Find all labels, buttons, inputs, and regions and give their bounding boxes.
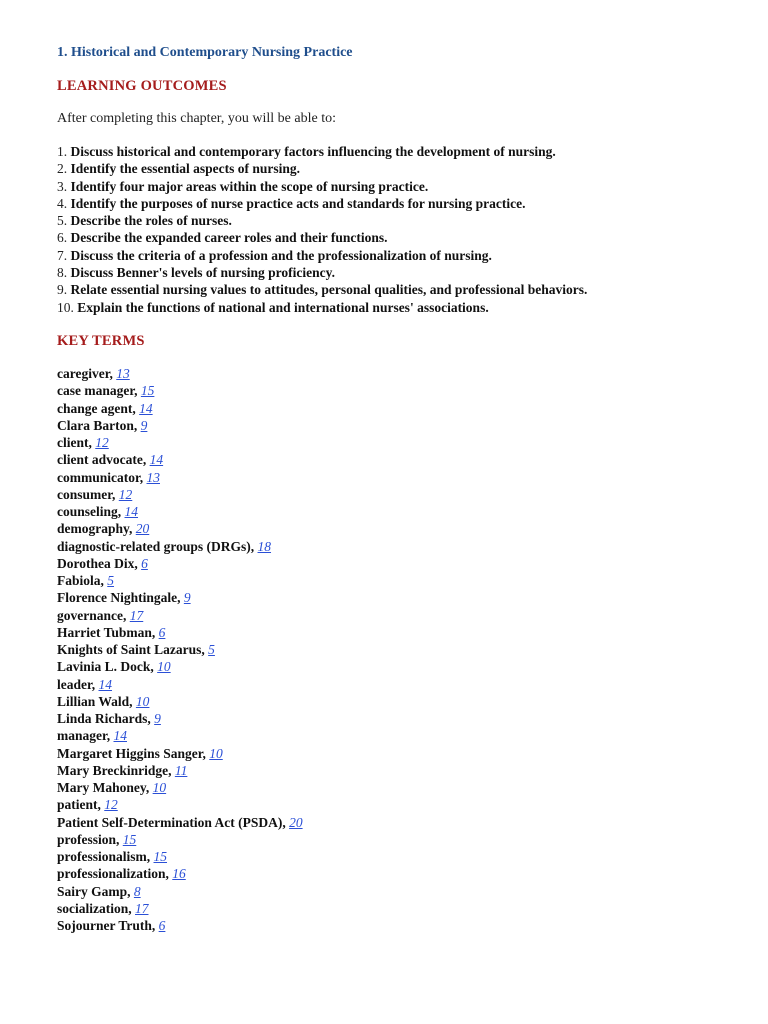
- key-term-item: [57, 917, 303, 934]
- key-term-item: [57, 900, 303, 917]
- key-term-text: change agent,: [57, 400, 136, 416]
- key-term-text: case manager,: [57, 383, 138, 399]
- key-term-item: [57, 555, 303, 572]
- key-term-item: [57, 365, 303, 382]
- key-term-page-link[interactable]: 14: [98, 676, 112, 692]
- key-term-text: manager,: [57, 728, 111, 744]
- key-term-item: [57, 865, 303, 882]
- key-term-item: [57, 607, 303, 624]
- key-term-item: [57, 417, 303, 434]
- learning-outcome-number: 5.: [57, 213, 68, 229]
- key-term-item: [57, 503, 303, 520]
- key-term-page-link[interactable]: 14: [124, 504, 139, 519]
- key-term-page-link[interactable]: 12: [95, 435, 109, 450]
- key-term-text: Lillian Wald,: [57, 693, 133, 709]
- key-term-text: profession,: [57, 831, 120, 847]
- key-term-page-link[interactable]: 14: [113, 728, 127, 744]
- key-term-item: [57, 693, 303, 710]
- learning-outcome-text: Discuss the criteria of a profession and the professionalization of nursing.: [70, 247, 492, 263]
- key-term-page-link[interactable]: 14: [139, 400, 153, 416]
- key-term-text: Knights of Saint Lazarus,: [57, 642, 205, 657]
- key-term-item: [57, 572, 303, 589]
- key-term-page-link[interactable]: 15: [140, 383, 155, 399]
- key-term-page-link[interactable]: 6: [141, 555, 148, 571]
- learning-outcome-item: [57, 247, 587, 264]
- key-term-item: [57, 848, 303, 865]
- learning-outcome-text: Discuss Benner's levels of nursing proficiency.: [70, 265, 336, 281]
- key-term-page-link[interactable]: 12: [104, 797, 118, 813]
- key-term-text: leader,: [57, 676, 96, 692]
- key-term-text: counseling,: [57, 504, 122, 519]
- learning-outcome-number: 7.: [57, 247, 68, 263]
- key-term-item: [57, 641, 303, 658]
- key-term-text: Sojourner Truth,: [57, 918, 156, 933]
- key-term-text: consumer,: [57, 486, 116, 502]
- key-term-text: Fabiola,: [57, 573, 104, 588]
- key-term-page-link[interactable]: 11: [174, 762, 188, 778]
- key-term-item: [57, 520, 303, 537]
- key-term-page-link[interactable]: 9: [154, 711, 161, 726]
- key-term-page-link[interactable]: 20: [135, 521, 150, 537]
- learning-outcomes-list: [57, 143, 587, 316]
- key-term-text: communicator,: [57, 469, 144, 485]
- key-term-item: [57, 831, 303, 848]
- key-term-text: caregiver,: [57, 366, 113, 381]
- learning-outcome-number: 9.: [57, 282, 68, 298]
- key-term-text: Mary Breckinridge,: [57, 762, 172, 778]
- key-term-page-link[interactable]: 14: [149, 452, 164, 468]
- key-term-page-link[interactable]: 18: [257, 538, 272, 554]
- key-term-item: [57, 796, 303, 813]
- chapter-title: 1. Historical and Contemporary Nursing Practice: [57, 45, 353, 60]
- learning-outcome-number: 3.: [57, 178, 68, 194]
- key-term-text: client advocate,: [57, 452, 147, 468]
- key-term-item: [57, 434, 303, 451]
- key-term-page-link[interactable]: 13: [146, 469, 160, 485]
- learning-outcome-number: 4.: [57, 195, 68, 211]
- key-term-page-link[interactable]: 10: [157, 659, 171, 675]
- learning-outcome-number: 10.: [57, 299, 74, 315]
- key-term-text: Linda Richards,: [57, 711, 151, 726]
- key-term-item: [57, 883, 303, 900]
- key-term-page-link[interactable]: 6: [158, 918, 166, 933]
- learning-outcomes-intro: After completing this chapter, you will be able to:: [57, 111, 336, 126]
- key-term-item: [57, 486, 303, 503]
- key-term-text: client,: [57, 435, 92, 450]
- key-term-text: professionalization,: [57, 866, 169, 882]
- learning-outcome-item: [57, 160, 587, 177]
- key-term-text: Margaret Higgins Sanger,: [57, 745, 206, 761]
- learning-outcome-text: Identify the essential aspects of nursing.: [70, 161, 301, 177]
- learning-outcome-item: [57, 178, 587, 195]
- key-term-item: [57, 676, 303, 693]
- key-term-text: Harriet Tubman,: [57, 624, 156, 640]
- key-term-item: [57, 589, 303, 606]
- key-term-page-link[interactable]: 12: [118, 486, 133, 502]
- learning-outcome-text: Relate essential nursing values to attitudes, personal qualities, and professional behaviors.: [70, 282, 588, 298]
- key-term-text: Florence Nightingale,: [57, 590, 181, 606]
- learning-outcome-number: 2.: [57, 161, 68, 177]
- key-term-item: [57, 710, 303, 727]
- key-term-item: [57, 814, 303, 831]
- key-term-text: patient,: [57, 797, 101, 813]
- key-term-text: Patient Self-Determination Act (PSDA),: [57, 814, 286, 830]
- learning-outcome-text: Identify four major areas within the scope of nursing practice.: [70, 178, 429, 194]
- key-term-page-link[interactable]: 15: [153, 849, 168, 864]
- learning-outcome-text: Identify the purposes of nurse practice acts and standards for nursing practice.: [70, 195, 526, 211]
- key-term-text: demography,: [57, 521, 133, 537]
- key-term-page-link[interactable]: 9: [183, 590, 191, 606]
- key-term-text: diagnostic-related groups (DRGs),: [57, 538, 255, 554]
- learning-outcome-text: Explain the functions of national and international nurses' associations.: [77, 299, 489, 315]
- learning-outcome-item: [57, 195, 587, 212]
- key-term-item: [57, 451, 303, 468]
- learning-outcome-item: [57, 143, 587, 160]
- learning-outcome-number: 6.: [57, 230, 68, 246]
- key-term-item: [57, 745, 303, 762]
- key-term-item: [57, 762, 303, 779]
- learning-outcome-text: Describe the roles of nurses.: [70, 213, 232, 229]
- key-term-text: professionalism,: [57, 849, 151, 864]
- key-term-page-link[interactable]: 13: [116, 366, 130, 381]
- key-term-page-link[interactable]: 17: [135, 900, 149, 916]
- key-term-page-link[interactable]: 9: [140, 417, 148, 433]
- key-term-page-link[interactable]: 5: [107, 573, 115, 588]
- key-term-text: Dorothea Dix,: [57, 555, 138, 571]
- key-terms-list: [57, 365, 303, 934]
- key-term-page-link[interactable]: 16: [172, 866, 186, 882]
- learning-outcome-text: Describe the expanded career roles and their functions.: [70, 230, 388, 246]
- key-term-item: [57, 400, 303, 417]
- key-term-item: [57, 624, 303, 641]
- key-term-item: [57, 658, 303, 675]
- key-term-page-link[interactable]: 6: [158, 624, 166, 640]
- key-term-item: [57, 382, 303, 399]
- key-term-page-link[interactable]: 5: [208, 642, 215, 657]
- key-term-item: [57, 538, 303, 555]
- learning-outcome-item: [57, 212, 587, 229]
- key-term-text: Mary Mahoney,: [57, 780, 150, 795]
- key-term-page-link[interactable]: 10: [152, 780, 167, 795]
- learning-outcome-number: 1.: [57, 144, 68, 159]
- key-term-page-link[interactable]: 20: [289, 814, 303, 830]
- key-terms-heading: KEY TERMS: [57, 333, 145, 349]
- key-term-page-link[interactable]: 15: [122, 831, 137, 847]
- key-term-page-link[interactable]: 10: [209, 745, 223, 761]
- key-term-text: governance,: [57, 607, 127, 623]
- key-term-text: Lavinia L. Dock,: [57, 659, 154, 675]
- key-term-text: socialization,: [57, 900, 132, 916]
- key-term-text: Clara Barton,: [57, 417, 138, 433]
- learning-outcome-item: [57, 281, 587, 298]
- learning-outcomes-heading: LEARNING OUTCOMES: [57, 78, 227, 94]
- key-term-item: [57, 727, 303, 744]
- key-term-page-link[interactable]: 10: [135, 693, 150, 709]
- learning-outcome-item: [57, 299, 587, 316]
- learning-outcome-number: 8.: [57, 265, 68, 281]
- key-term-page-link[interactable]: 17: [129, 607, 144, 623]
- key-term-text: Sairy Gamp,: [57, 883, 131, 899]
- key-term-item: [57, 779, 303, 796]
- key-term-item: [57, 469, 303, 486]
- learning-outcome-item: [57, 229, 587, 246]
- learning-outcome-item: [57, 264, 587, 281]
- key-term-page-link[interactable]: 8: [133, 883, 141, 899]
- learning-outcome-text: Discuss historical and contemporary factors influencing the development of nursing.: [70, 144, 556, 159]
